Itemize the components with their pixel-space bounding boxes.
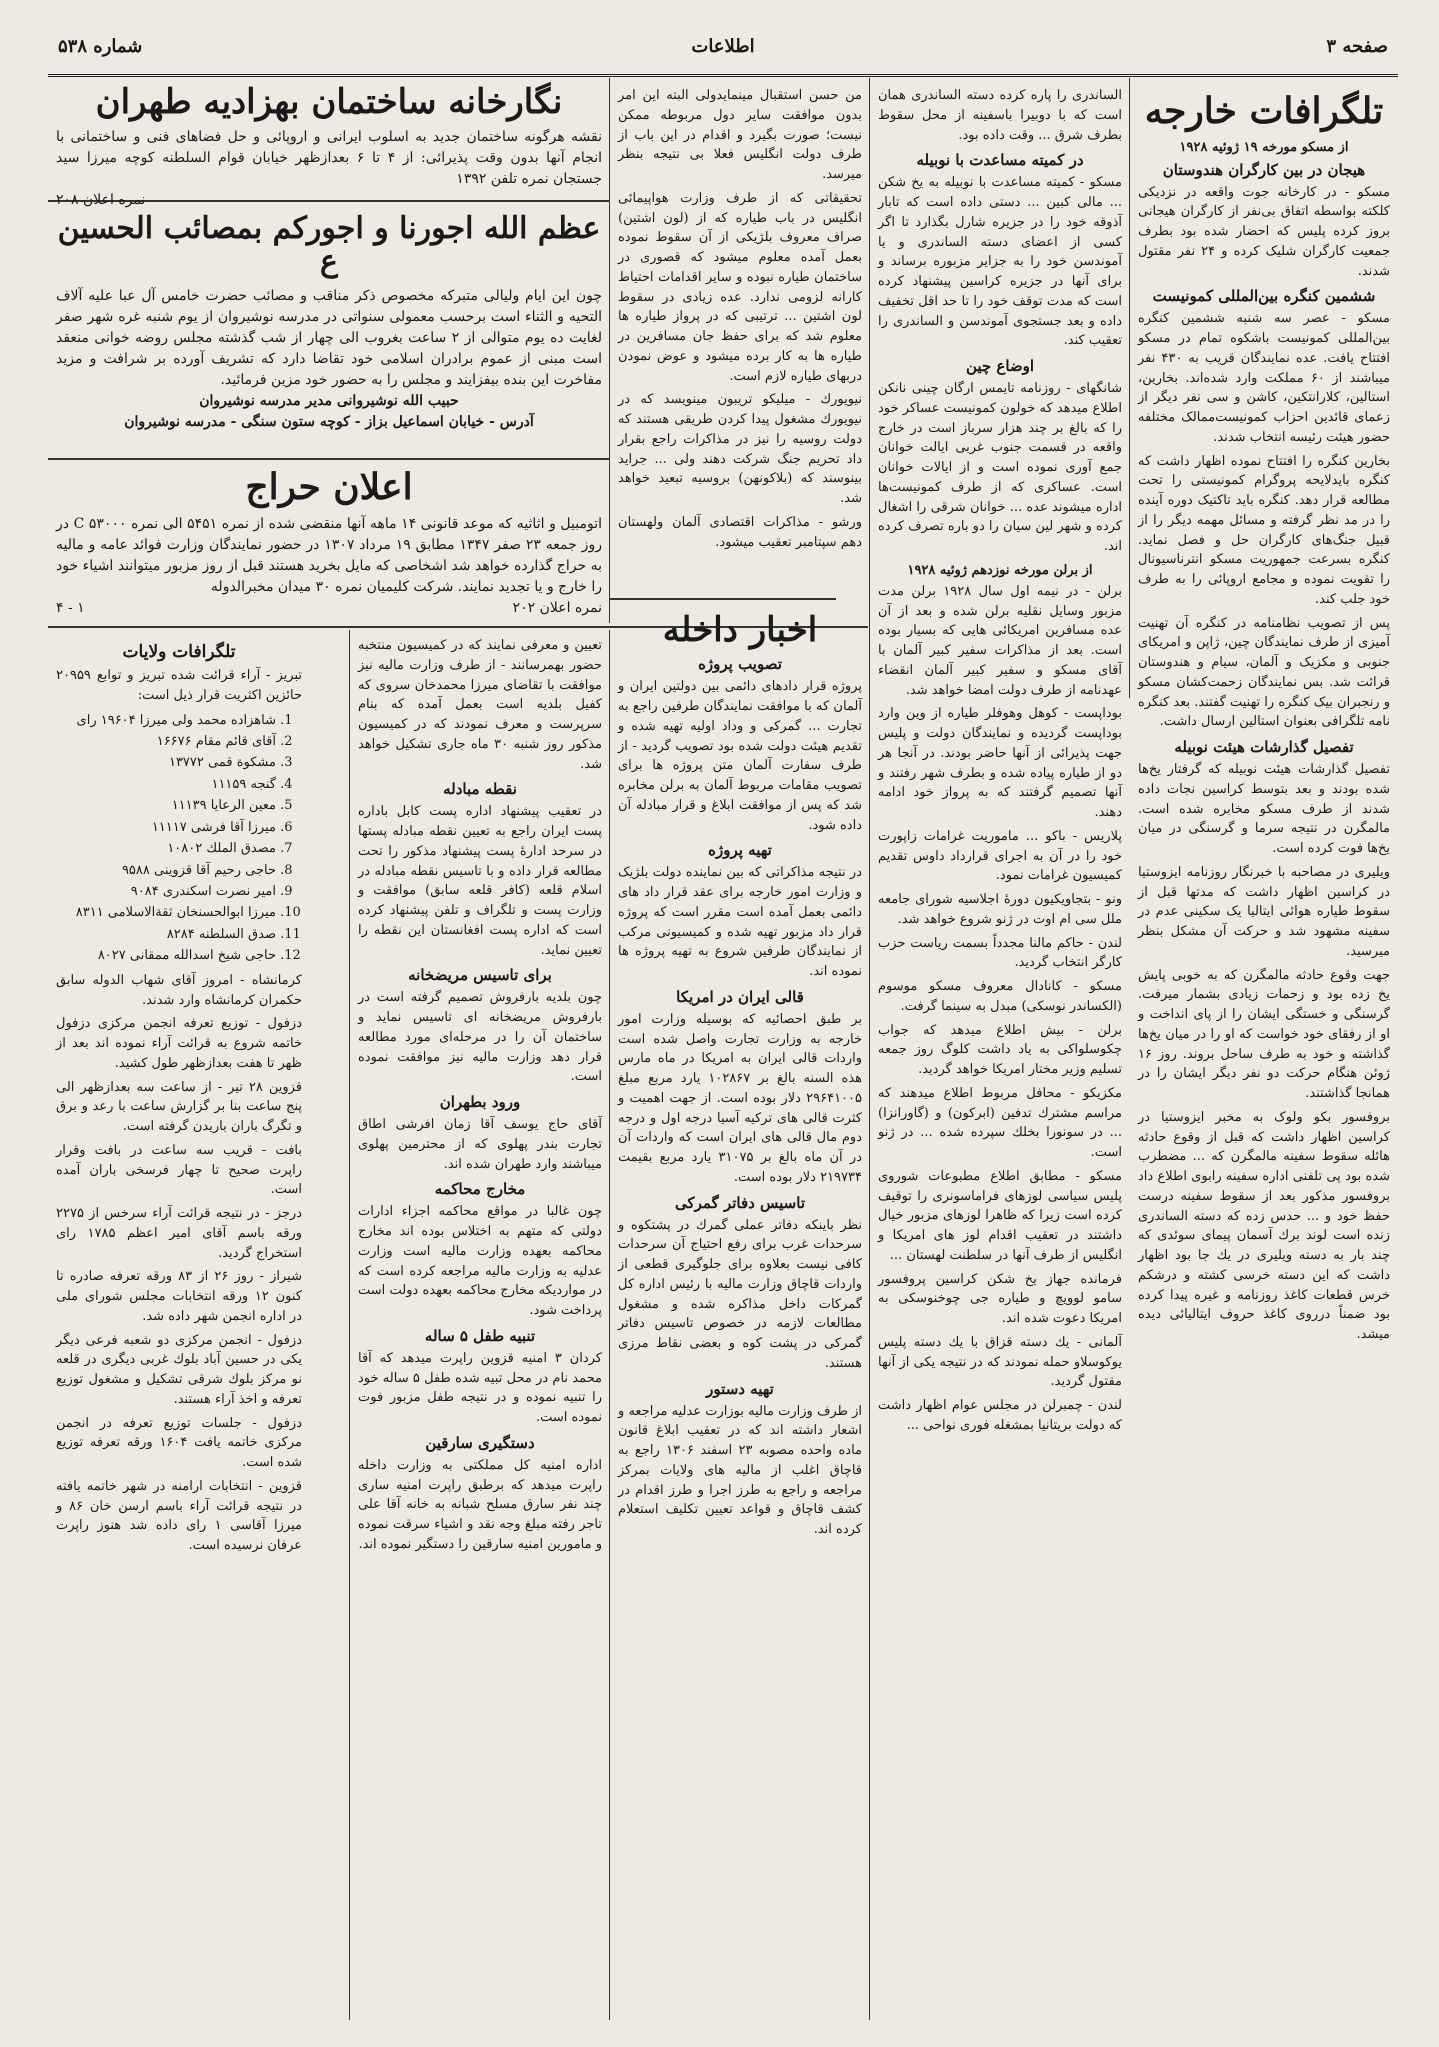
domestic-news-continued [358, 636, 602, 2018]
column-rule [869, 78, 870, 2020]
ad-address: آدرس - خیابان اسماعیل بزاز - کوچه ستون سنگی - مدرسه نوشیروان [124, 414, 534, 430]
subheading: در کمیته مساعدت با نوبیله [916, 151, 1084, 170]
ad-auction [56, 466, 602, 622]
article-paragraph: بروفسور بکو ولوک به مخبر ایزوستیا در کراسین اظهار داشت که قبل از وقوع حادثه هائله سقوط سفینه مالمگرن که ... مضطرب شده بود پی تلفنی اداره سفینه رابوی اطلاع داد بروفسور مذکور بعد از سقوط سفینه درست حفظ خود و ... حدس زده که دسته الساندری زنده است لوند برك آسمان پیمای سوئدی که چند بار به دسته ویلیری در یك جا بود اظهار داشت که این دسته خرسی کشته و درشکم خرس قطعات کاغذ روزنامه و غیره پیدا کرده بود ضمناً درروی کاغذ حروف ایتالیائی دیده میشد. [1138, 1109, 1390, 1343]
section-rule [48, 458, 610, 460]
subheading: اوضاع چین [965, 357, 1035, 375]
article-paragraph: چون غالبا در مواقع محاکمه اجزاء ادارات دولتی که متهم به اختلاس بوده اند مخارج محاکمه بعهده وزارت مالیه است وزارت عدلیه به وزارت مالیه مراجعه کرده است که در مواردیکه مخارج محاکمه بعهده دولت است پرداخت شود. [358, 1204, 602, 1318]
subheading: تاسیس دفاتر گمرکی [674, 1193, 805, 1212]
article-paragraph: قزوین - انتخابات ارامنه در شهر خاتمه یافته در نتیجه قرائت آراء باسم ارسن خان ۸۶ و میرزا آقاسی ۱ رای داده شد هنوز راپرت عرفان نرسیده است. [56, 1478, 302, 1553]
article-paragraph: دزفول - انجمن مرکزی دو شعبه فرعی دیگر یکی در حسین آباد بلوك غربی دیگری در قلعه نو مرکز بلوك شرقی تشکیل و مشغول توزیع تعرفه و اخذ آراء هستند. [56, 1332, 302, 1407]
ad-studio [56, 82, 603, 209]
foreign-title: تلگرافات خارجه [1144, 90, 1384, 132]
subheading: هیجان در بین کارگران هندوستان [1162, 160, 1366, 179]
article-paragraph: آقای حاج یوسف آقا زمان افرشی اطاق تجارت بندر پهلوی که از محترمین پهلوی میباشند وارد طهران شده اند. [358, 1117, 602, 1172]
list-item: 7. مصدق الملك ۱۰۸۰۲ [56, 838, 276, 859]
provincial-telegrams [56, 636, 302, 2018]
foreign-telegrams [1138, 86, 1390, 2018]
subheading: مخارج محاکمه [434, 1180, 526, 1199]
subheading: تهیه دستور [706, 1379, 774, 1398]
foreign-continued-top [618, 86, 862, 594]
article-paragraph: شانگهای - روزنامه تایمس ارگان چینی نانکن اطلاع میدهد که خولون کمونیست عساکر خود را که بالغ بر چند هزار سرباز است در خارج واقعه در قسمت جنوب غربی ایالت خوانان جمع آوری نموده است و از ایالات خوانان است. عساکری که از طرف کمونیست‌ها اداره میشوند عده ... خوانان شرقی را اشغال کرده و شهر لین سیان را دو باره تصرف کرده اند. [878, 381, 1122, 554]
subheading: تفصیل گذارشات هیئت نوبیله [1174, 738, 1354, 757]
subheading: تهیه پروژه [708, 841, 772, 860]
page-header [48, 30, 1398, 77]
article-paragraph: بخارین کنگره را افتتاح نموده اظهار داشت که کنگره بایدلایحه پروگرام کمونیستی را تحت مطالعه قرار دهد. کنگره باید تاکتیک دوره آینده را در مد نظر گرفته و مسائل مهمه دیگر را از قبیل جنگ‌های کارگران حل و فصل نماید. کنگره بسرعت جمهوریت مسکو انترناسیونال را تقویت نموده و مجامع اروپائی را به طرف خود جلب کند. [1138, 453, 1390, 607]
section-rule [610, 598, 836, 600]
article-paragraph: چون بلدیه بارفروش تصمیم گرفته است در بارفروش مریضخانه ای تاسیس نماید و ساختمان آن را در مرحله‌ای مورد مطالعه قرار دهد وزارت مالیه نیز موافقت نموده است. [358, 990, 602, 1085]
article-paragraph: دزفول - جلسات توزیع تعرفه در انجمن مرکزی خاتمه یافت ۱۶۰۴ ورقه تعرفه توزیع شده است. [56, 1415, 302, 1470]
list-item: 8. حاجی رحیم آقا قزوینی ۹۵۸۸ [56, 860, 276, 881]
domestic-news [618, 604, 862, 2018]
ad-mourning-title: عظم الله اجورنا و اجورکم بمصائب الحسین ع [57, 211, 601, 279]
article-paragraph: ویلیری در مصاحبه با خبرنگار روزنامه ایزوستیا در کراسین اظهار داشت که مدتها قبل از سقوط طیاره هوائی ایتالیا یک سکینی عدم در سفینه مشهود شد و حرکت آن مشکل بنظر میرسید. [1138, 864, 1390, 959]
article-paragraph: بافت - قریب سه ساعت در بافت وقرار راپرت صحیح تا چهار فرسخی باران آمده است. [56, 1142, 302, 1198]
election-results [56, 710, 302, 967]
article-paragraph: پلاریس - باکو ... ماموریت غرامات زاپورت خود را در آن به اجرای قرارداد داوس تقدیم کمیسیون غرامات نمود. [878, 828, 1122, 884]
article-paragraph: شیراز - روز ۲۶ از ۸۳ ورقه تعرفه صادره تا کنون ۱۲ ورقه انتخابات مجلس شورای ملی در اداره انجمن شهر داده شد. [56, 1269, 302, 1324]
newspaper-name: اطلاعات [691, 36, 755, 57]
article-paragraph: پس از تصویب نظامنامه در کنگره آن تهنیت آمیزی از طرف نمایندگان چین، ژاپن و امریکای جنوبی و مکزیک و آلمان، سیام و هندوستان قرائت شد. بس نمایندگان زحمت‌کشان مسکو و رنجبران بیک کنگره را تهنیت گفتند. بعد کنگره نامه تلگرافی بعنوان استالین ارسال داشت. [1138, 615, 1390, 730]
article-paragraph: در تعقیب پیشنهاد اداره پست کابل باداره پست ایران راجع به تعیین نقطه مبادله پستها در سرحد ادارهٔ پست پیشنهاد مذکور را تحت مطالعه قرار داده و با تاسیس نقطه مبادله در اسلام قلعه (کافر قلعه سابق) موافقت و وزارت پست و تلگراف و تلفن پیشنهاد کرده است که اداره پست افغانستان این نقطه را تعیین نماید. [358, 804, 602, 958]
subheading: ورود بطهران [439, 1093, 521, 1111]
subheading: تنبیه طفل ۵ ساله [424, 1326, 536, 1345]
page-number: صفحه ۳ [1326, 36, 1388, 57]
ad-mourning-body: چون این ایام ولیالی متبرکه مخصوص ذکر مناقب و مصائب حضرت خامس آل عبا علیه آلاف التحیه و الثناء است برحسب معمولی سنواتی در مدرسه نوشیروان از یوم شنبه غره شهر صفر لغایت ده یوم متوالی از ۲ ساعت بغروب الی چهار از شب گذشته مجلس روضه خوانی منعقد است مبنی از عموم برادران اسلامی خود تقاضا دارد که تشریف آورده بر شرافت و مزید مفاخرت این بنده بیفزایند و مجلس را به حضور خود مزین فرمائید. [56, 288, 602, 388]
article-paragraph: مسکو - مطابق اطلاع مطبوعات شوروی پلیس سیاسی لوزهای فراماسونری را توقیف کرده است زیرا که ظاهرا لوزهای مزبور خیال داشتند در تعقیب اقدام لوز های امریکا و انگلیس از طرف آنها در سلطنت لهستان ... [878, 1168, 1122, 1263]
article-paragraph: اداره امنیه کل مملکتی به وزارت داخله راپرت میدهد که برطبق راپرت امنیه ساری چند نفر سارق مسلح شبانه به خانه آقا علی تاجر رفته مبلغ وجه نقد و اشیاء سرقت نموده و مامورین امنیه سارقین را دستگیر نموده اند. [358, 1457, 602, 1552]
foreign-continued [878, 86, 1122, 2018]
subheading: نقطه مبادله [443, 780, 517, 799]
subheading: برای تاسیس مریضخانه [408, 966, 552, 985]
article-paragraph: مسکو - عصر سه شنبه ششمین کنگره بین‌المللی کمونیست باشکوه تمام در مسکو افتتاح یافت. عده نمایندگان قریب به ۴۳۰ نفر میباشند از ۶۰ مملکت وارد شده‌اند. بخارین، استالین، کلارانتکین، کاشن و سی نفر دیگر از زعمای قائدین احزاب کمونیست‌ممالک مختلفه حضور هیئت رئیسه انتخاب شدند. [1138, 311, 1390, 445]
column-rule [609, 78, 610, 623]
article-paragraph: از طرف وزارت مالیه بوزارت عدلیه مراجعه و اشعار داشته اند که در تعقیب ابلاغ قانون ماده واحده مصوبه ۲۳ اسفند ۱۳۰۶ راجع به قاچاق اغلب از مالیه های ولایات بمرکز مراجعه و راجع به طرز اجرا و طرز اقدام در کشف قاچاق و قواعد تعیین تکلیف استعلام کرده اند. [618, 1403, 863, 1538]
ad-mourning [56, 208, 602, 452]
article-paragraph: پروژه قرار دادهای دائمی بین دولتین ایران و آلمان که با موافقت نمایندگان طرفین راجع به تجارت ... گمرکی و وداد اولیه تهیه شده و تقدیم هیئت دولت شده بود تصویب گردید - از طرف سفارت آلمان متن پروژه ها برای تصویب مقامات مربوط آلمان به برلن مخابره شد که پس از موافقت ابلاغ و قرار مبادله آن داده شود. [618, 679, 862, 833]
article-paragraph: کرمانشاه - امروز آقای شهاب الدوله سابق حکمران کرمانشاه وارد شدند. [56, 972, 302, 1008]
ad-studio-body: نقشه هرگونه ساختمان جدید به اسلوب ایرانی و اروپائی و حل فضاهای فنی و ساختمانی با انجام آنها بدون وقت پذیرائی: از ۴ تا ۶ بعدازظهر خیابان قوام السلطنه کوچه میرزا سید جستجان نمره تلفن ۱۳۹۲ [56, 129, 603, 188]
article-paragraph: تبریز - آراء قرائت شده تبریز و توابع ۲۰۹۵۹ حائزین اکثریت قرار ذیل است: [56, 668, 302, 703]
article-paragraph: دزفول - توزیع تعرفه انجمن مرکزی دزفول خاتمه شروع به قرائت آراء نموده اند بعد از ظهر تا هفت بعدازظهر طول کشید. [56, 1016, 302, 1071]
article-paragraph: ونو - بتجاویکیون دورهٔ اجلاسیه شورای جامعه ملل سی ام اوت در ژنو شروع خواهد شد. [878, 892, 1122, 927]
article-paragraph: تعیین و معرفی نمایند که در کمیسیون منتخبه حضور بهمرسانند - از طرف وزارت مالیه نیز موافقت با تقاضای میرزا محمدخان سروی که کفیل بلدیه است بعمل آمده که بنام سرپرست و معرف نمودند که در کمیسیون مذکور روز شنبه ۳۰ ماه جاری تشکیل خواهد شد. [358, 638, 602, 772]
article-paragraph: در نتیجه مذاکراتی که بین نماینده دولت بلژیک و وزارت امور خارجه برای عقد قرار داد های دائمی بعمل آمده است مقرر است که پروژه قرار داد مزبور تهیه شده و کمیسیونی مرکب از نمایندگان طرفین شروع به تهیه پروژه ها نموده اند. [618, 865, 862, 980]
list-item: 6. میرزا آقا فرشی ۱۱۱۱۷ [56, 817, 276, 838]
list-item: 1. شاهزاده محمد ولی میرزا ۱۹۶۰۴ رای [56, 710, 276, 731]
provinces-title: تلگرافات ولایات [122, 642, 236, 662]
article-paragraph: مکزیکو - محافل مربوط اطلاع میدهند که مراسم مشترك تدفین (ابرکون) و (گاورانزا) ... در سونورا بخلك سپرده شده ... در ژنو است. [878, 1085, 1122, 1160]
list-item: 11. صدق السلطنه ۸۲۸۴ [56, 924, 276, 945]
article-paragraph: نیویورك - میلیکو تریبون مینویسد که در نیویورك مشغول پیدا کردن طریقی هستند که دولت روسیه را نیز در مذاکرات راجع بقرار داد تحریم جنگ شرکت دهند ولی ... جراید بینوسند که (بلاکونهن) بروسیه تبعید خواهد شد. [618, 392, 862, 506]
dateline: از مسکو مورخه ۱۹ ژوئیه ۱۹۲۸ [1179, 139, 1349, 155]
article-paragraph: قزوین ۲۸ تیر - از ساعت سه بعدازظهر الی پنج ساعت بنا بر گزارش ساعت با رعد و برق و تگرگ باران باریدن گرفته است. [56, 1079, 303, 1134]
article-paragraph: نظر باینکه دفاتر عملی گمرك در پشتکوه و سرحدات غرب برای رفع احتیاج آن سرحدات کافی نیست بعلاوه برای جلوگیری قطعی از واردات قاچاق وزارت مالیه با رئیس اداره کل گمرکات داخل مذاکره شده و مشغول مطالعات لازمه در خصوص تاسیس دفاتر گمرکی در پشت کوه و بعضی نقاط مرزی هستند. [618, 1217, 862, 1371]
article-paragraph: برلن - بیش اطلاع میدهد که جواب چکوسلواکی به یاد داشت کلوگ روز جمعه تسلیم وزیر مختار امریکا خواهد گردید. [878, 1022, 1122, 1077]
article-paragraph: درجز - در نتیجه قرائت آراء سرخس از ۲۲۷۵ ورقه باسم آقای امیر اعظم ۱۷۸۵ رای استخراج گردید. [56, 1206, 303, 1261]
article-paragraph: لندن - چمبرلن در مجلس عوام اظهار داشت که دولت بریتانیا بمشغله فوری نواحی ... [878, 1398, 1122, 1433]
article-paragraph: کردان ۳ امنیه قزوین راپرت میدهد که آقا محمد نام در محل تبیه شده طفل ۵ ساله خود را تنبیه نموده و در نتیجه طفل مزبور فوت نموده است. [358, 1350, 602, 1425]
article-paragraph: بر طبق احصائیه که بوسیله وزارت امور خارجه به وزارت تجارت واصل شده است واردات قالی ایران به امریکا در ماه مارس هذه السنه بالغ بر ۱۰۲۸۶۷ یارد مربع مبلغ ۲۹۶۴۱۰۰۵ دلار بوده است. از جهت اهمیت و کثرت قالی های ترکیه آسیا درجه اول و درجه دوم مال قالی های ایران است که واردات آن در آن ماه بالغ بر ۳۱۰۷۵ یارد مربع بقیمت ۲۱۹۷۳۴ دلار بوده است. [618, 1011, 862, 1185]
column-rule [1129, 78, 1130, 698]
list-item: 3. مشکوة قمی ۱۳۷۷۲ [56, 752, 276, 773]
article-paragraph: فرمانده جهاز یخ شکن کراسین پروفسور سامو لوویچ و طیاره جی چوخنوسکی به امریکا دعوت شده اند. [878, 1271, 1122, 1326]
article-paragraph: مسکو - کمیته مساعدت با نوبیله به یخ شکن ... مالی کبین ... دستی داده است که تابار آذوقه خود را در جزیره شارل بگذارد تا اگر کسی از اعضای دسته الساندری و یا آموندسن خود را به جزایر مزبوره برساند و برای آنها در جزیره کراسین پیشنهاد کرده است که مدت توقف خود را تا حد اقل تخفیف داده و بعد جستجوی آموندسن و الساندری را تعقیب کند. [878, 175, 1122, 349]
article-paragraph: تحقیقاتی که از طرف وزارت هواپیمائی انگلیس در باب طیاره که از (لون اشتین) صراف معروف بلژیکی از آن سقوط نموده بعمل آمده معلوم میشود که قصوری در ساختمان طیاره نبوده و سایر اقدامات احتیاط کارانه لزومی ندارد. عده زیادی در سقوط لون اشتین ... ترتیبی که در پرواز طیاره ها معلوم شد که برای حفظ جان مسافرین در طیاره ها به کار برده میشود و عوض نمودن دربهای طیاره لازم است. [618, 190, 862, 384]
article-paragraph: الساندری را پاره کرده دسته الساندری همان است که با دوبیرا باسفینه از محل سقوط بطرف شرق ... وقت داده بود. [878, 88, 1122, 143]
list-item: 9. امیر نصرت اسکندری ۹۰۸۴ [56, 881, 276, 902]
subheading: تصویب پروژه [698, 655, 782, 674]
column-rule [609, 630, 610, 2020]
list-item: 10. میرزا ابوالحسنخان ثقةالاسلامی ۸۳۱۱ [56, 902, 276, 923]
article-paragraph: تفصیل گذارشات هیئت نوبیله که گرفتار یخ‌ها شده بودند و بعد بتوسط کراسین نجات داده شدند از طرف مسکو مخابره شده است. مالمگرن در نتیجه سرما و گرسنگی در میان یخ‌ها فوت کرده است. [1138, 762, 1390, 857]
subheading: دستگیری سارقین [425, 1433, 535, 1452]
article-paragraph: برلن - در نیمه اول سال ۱۹۲۸ برلن مدت مزبور وسایل نقلیه برلن شده و بعد از آن عده مسافرین امریکائی هایی که بسیار بوده است. بعد از مذاکرات سفیر کبیر آلمان با آقای مسکو و سفیر کبیر آلمان انقضاء عهدنامه از طرف دولت امضا خواهد شد. [878, 583, 1122, 698]
ad-studio-title: نگارخانه ساختمان بهزادیه طهران [95, 82, 563, 122]
ad-auction-footer [56, 598, 602, 619]
ad-signature: حبیب الله نوشیروانی مدیر مدرسه نوشیروان [199, 393, 459, 409]
list-item: 4. گنجه ۱۱۱۵۹ [56, 774, 276, 795]
article-paragraph: بوداپست - کوهل وهوفلر طیاره از وین وارد بوداپست گردیده و نمایندگان دولت و پلیس جهت پذیرائی از آنها حاضر بودند. در آنجا هر دو از طیاره پیاده شده و بطرف شهر رفتند و آنها تصمیم گرفتند که به پرواز خود ادامه دهند. [878, 706, 1122, 820]
article-paragraph: لندن - حاکم مالنا مجدداً بسمت ریاست حزب کارگر انتخاب گردید. [878, 935, 1122, 971]
list-item: 2. آقای قائم مقام ۱۶۶۷۶ [56, 731, 276, 752]
ad-auction-body: اتومبیل و اثاثیه که موعد قانونی ۱۴ ماهه آنها منقضی شده از نمره ۵۴۵۱ الی نمره ۵۳۰۰۰ C در روز جمعه ۲۳ صفر ۱۳۴۷ مطابق ۱۹ مرداد ۱۳۰۷ در حضور نمایندگان وزارت فوائد عامه و مالیه به حراج گذارده خواهد شد اشخاصی که مایل بخرید هستند قبل از روز مزبور میتوانند اشیاء خود را خارج و یا تجدید نمایند. شرکت کلیمیان نمره ۳۰ میدان مخبرالدوله [56, 515, 602, 595]
subheading: ششمین کنگره بین‌المللی کمونیست [1152, 287, 1376, 306]
article-paragraph: مسکو - کانادال معروف مسکو موسوم (الکساندر نوسکی) مبدل به سینما گرفت. [878, 979, 1122, 1014]
article-paragraph: ورشو - مذاکرات اقتصادی آلمان ولهستان دهم سپتامبر تعقیب میشود. [618, 514, 862, 550]
list-item: 12. حاجی شیخ اسدالله ممقانی ۸۰۲۷ [56, 945, 276, 966]
ad-auction-title: اعلان حراج [245, 466, 413, 508]
subheading: قالی ایران در امریکا [676, 987, 804, 1006]
ad-seq: ۱ - ۴ [56, 599, 85, 616]
list-item: 5. معین الرعایا ۱۱۱۳۹ [56, 795, 276, 816]
domestic-title: اخبار داخله [662, 610, 818, 650]
article-paragraph: من حسن استقبال مینمایدولی البته این امر بدون موافقت سایر دول مربوطه ممکن نیست؛ صورت بگیرد و اقدام در این باب از طرف دولت انگلیس فعلا بی نتیجه بنظر میرسد. [618, 88, 862, 182]
issue-number: شماره ۵۳۸ [58, 36, 143, 57]
column-rule [349, 630, 350, 2020]
dateline: از برلن مورخه نوزدهم ژوئیه ۱۹۲۸ [907, 562, 1093, 578]
article-paragraph: آلمانی - یك دسته قزاق با یك دسته پلیس یوکوسلاو حمله نمودند که در نتیجه یکی از آنها مقتول گردید. [878, 1334, 1122, 1390]
article-paragraph: جهت وقوع حادثه مالمگرن که به خوبی پایش یخ زده بود و زحمات زیادی بشمار میرفت. گرسنگی و خستگی ایشان را از پای انداخت و او از رفقای خود خواست که او را در میان یخ‌ها گذاشته و خود به طرف ساحل بروند. روز ۱۶ ژوئن هنگام حرکت دو نفر دیگر ایشان را در همانجا گذاشتند. [1138, 967, 1390, 1102]
article-paragraph: مسکو - در کارخانه جوت واقعه در نزدیکی کلکته بواسطه اتفاق بی‌نفر از کارگران هیجانی بروز کرده پلیس که احضار شده بود بطرف جمعیت کارگران شلیک کرده و ۲۴ نفر مقتول شدند. [1138, 184, 1390, 279]
ad-ref: نمره اعلان ۲۰۸ [56, 192, 146, 209]
newspaper-page [48, 30, 1398, 2020]
ad-ref: نمره اعلان ۲۰۲ [512, 599, 602, 616]
